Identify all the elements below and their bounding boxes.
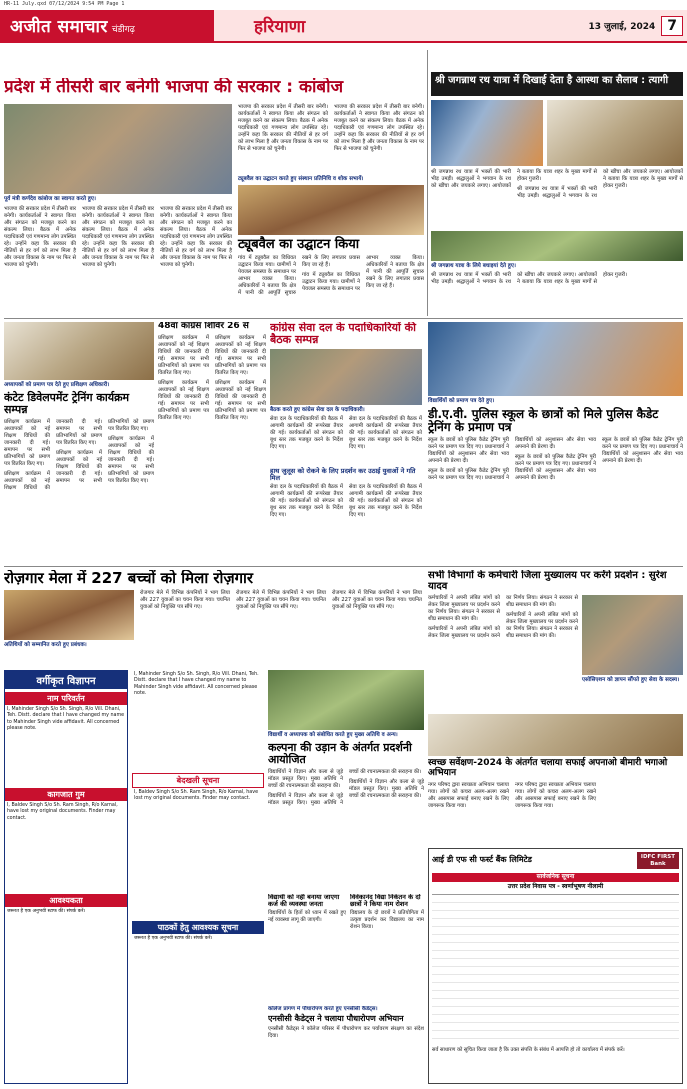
camp-body: प्रशिक्षण कार्यक्रम में अध्यापकों को नई शिक्षण विधियों की जानकारी दी गई। समापन पर सभी प्रतिभागियों को प्रमाण पत्र वितरित किए गए। प्रशिक्षण कार्यक्रम में अध्यापकों को नई शिक्षण विधियों की जानकारी दी गई। समापन पर सभी प्रतिभागियों को प्रमाण पत्र वितरित किए गए। प्रशिक्षण कार्यक्रम में अध्यापकों को नई शिक्षण विधियों की जानकारी दी गई। समापन पर सभी प्रतिभागियों को प्रमाण पत्र वितरित किए गए। प्रशिक्षण कार्यक्रम में अध्यापकों को नई शिक्षण विधियों की जानकारी दी गई। समापन पर सभी प्रतिभागियों को प्रमाण पत्र वितरित किए गए।: [158, 334, 266, 421]
swachh-headline: स्वच्छ सर्वेक्षण-2024 के अंतर्गत चलाया सफाई अपनाओ बीमारी भगाओ अभियान: [428, 758, 668, 778]
lead-body: भाजपा की सरकार प्रदेश में तीसरी बार बनेगी। कार्यकर्ताओं ने स्वागत किया और संगठन को मजबूत करने का संकल्प लिया। बैठक में अनेक पदाधिकारी एवं गणमान्य लोग उपस्थित रहे। उन्होंने कहा कि सरकार की नीतियों से हर वर्ग को लाभ मिला है और जनता विकास के नाम पर फिर से भाजपा को चुनेगी। भाजपा की सरकार प्रदेश में तीसरी बार बनेगी। कार्यकर्ताओं ने स्वागत किया और संगठन को मजबूत करने का संकल्प लिया। बैठक में अनेक पदाधिकारी एवं गणमान्य लोग उपस्थित रहे। उन्होंने कहा कि सरकार की नीतियों से हर वर्ग को लाभ मिला है और जनता विकास के नाम पर फिर से भाजपा को चुनेगी। भाजपा की सरकार प्रदेश में तीसरी बार बनेगी। कार्यकर्ताओं ने स्वागत किया और संगठन को मजबूत करने का संकल्प लिया। बैठक में अनेक पदाधिकारी एवं गणमान्य लोग उपस्थित रहे। उन्होंने कहा कि सरकार की नीतियों से हर वर्ग को लाभ मिला है और जनता विकास के नाम पर फिर से भाजपा को चुनेगी।: [4, 206, 232, 268]
issue-date: 13 जुलाई, 2024: [588, 22, 656, 32]
rozgar-story: [4, 570, 422, 666]
police-school-caption: विद्यार्थियों को प्रमाण पत्र देते हुए।: [428, 398, 495, 404]
classified-section-title: आवश्यकता: [5, 894, 127, 907]
brand-city: चंडीगढ़: [111, 24, 135, 35]
school-mini-story: [268, 894, 346, 1004]
tubewell-headline: ट्यूबवैल का उद्घाटन किया: [238, 237, 360, 252]
classified-mid-body: I, Mahinder Singh S/o Sh. Singh, R/o Vill. Dhani, Teh. Distt. declare that I have changed my name to Mahinder Singh vide affidavit. All concerned please note.: [134, 672, 259, 697]
suresh-headline: सभी विभागों के कर्मचारी जिला मुख्यालय पर करेंगे प्रदर्शन : सुरेश यादव: [428, 570, 667, 592]
bank-notice-table: [432, 894, 679, 1044]
suresh-photo: [582, 595, 683, 675]
notice-ad-body: सर्व साधारण को सूचित किया जाता है कि उक्त संपत्ति के संबंध में आपत्ति हो तो कार्यालय में संपर्क करें।: [432, 1047, 625, 1054]
police-school-story: [428, 322, 683, 562]
kalpana-story: [268, 670, 424, 890]
classified-section-body: जरूरत है एक अनुभवी स्टाफ की। संपर्क करें।: [7, 909, 86, 914]
lead-photo: [4, 104, 232, 194]
school-mini-headline: विद्यार्थी को नहीं बनाया जाएगा कर्ज की व्यवस्था जनता: [268, 894, 340, 909]
date-block: [577, 10, 687, 41]
rathyatra-headline: श्री जगन्नाथ रथ यात्रा में दिखाई देता है आस्था का सैलाब : त्यागी: [431, 72, 683, 96]
training-photo: [4, 322, 154, 380]
training-caption: अध्यापकों को प्रमाण पत्र देते हुए प्रशिक्षण अधिकारी।: [4, 382, 110, 388]
swachh-story: [428, 714, 683, 844]
bank-logo: [637, 852, 679, 869]
suresh-body: कर्मचारियों ने अपनी लंबित मांगों को लेकर जिला मुख्यालय पर प्रदर्शन करने का निर्णय लिया। संगठन ने सरकार से शीघ्र समाधान की मांग की। कर्मचारियों ने अपनी लंबित मांगों को लेकर जिला मुख्यालय पर प्रदर्शन करने का निर्णय लिया। संगठन ने सरकार से शीघ्र समाधान की मांग की। कर्मचारियों ने अपनी लंबित मांगों को लेकर जिला मुख्यालय पर प्रदर्शन करने का निर्णय लिया। संगठन ने सरकार से शीघ्र समाधान की मांग की।: [428, 595, 578, 639]
congress-body-2: सेवा दल के पदाधिकारियों की बैठक में आगामी कार्यक्रमों की रूपरेखा तैयार की गई। कार्यकर्ताओं को संगठन को बूथ स्तर तक मजबूत करने के निर्देश दिए गए। सेवा दल के पदाधिकारियों की बैठक में आगामी कार्यक्रमों की रूपरेखा तैयार की गई। कार्यकर्ताओं को संगठन को बूथ स्तर तक मजबूत करने के निर्देश दिए गए।: [270, 484, 422, 519]
kalpana-caption: विद्यार्थी व अध्यापक को संबोधित करते हुए मुख्य अतिथि व अन्य।: [268, 732, 398, 738]
print-slug: HR-11 July.qxd 07/12/2024 9:54 PM Page 1: [4, 1, 125, 7]
ncc-headline: एनसीसी कैडेट्स ने चलाया पौधारोपण अभियान: [268, 1014, 404, 1023]
brand-name: अजीत समाचार: [10, 17, 108, 37]
rathyatra-body: श्री जगन्नाथ रथ यात्रा में भक्तों की भारी भीड़ उमड़ी। श्रद्धालुओं ने भगवान के रथ को खींचा और जयकारे लगाए। आयोजकों ने बताया कि यात्रा शहर के मुख्य मार्गों से होकर गुजरी। श्री जगन्नाथ रथ यात्रा में भक्तों की भारी भीड़ उमड़ी। श्रद्धालुओं ने भगवान के रथ को खींचा और जयकारे लगाए। आयोजकों ने बताया कि यात्रा शहर के मुख्य मार्गों से होकर गुजरी।: [431, 169, 683, 199]
classified-title: वर्गीकृत विज्ञापन: [5, 671, 127, 689]
congress-body: सेवा दल के पदाधिकारियों की बैठक में आगामी कार्यक्रमों की रूपरेखा तैयार की गई। कार्यकर्ताओं को संगठन को बूथ स्तर तक मजबूत करने के निर्देश दिए गए। सेवा दल के पदाधिकारियों की बैठक में आगामी कार्यक्रमों की रूपरेखा तैयार की गई। कार्यकर्ताओं को संगठन को बूथ स्तर तक मजबूत करने के निर्देश दिए गए।: [270, 416, 422, 451]
camp-story: [158, 322, 266, 562]
congress-story: [270, 322, 422, 562]
rathyatra-caption: श्री जगन्नाथ यात्रा के लिये बधाइयां देते हुए।: [431, 263, 516, 269]
lead-caption: पूर्व मंत्री कर्णदेव कांबोज का स्वागत करते हुए।: [4, 196, 96, 202]
police-school-body: स्कूल के छात्रों को पुलिस कैडेट ट्रेनिंग पूरी करने पर प्रमाण पत्र दिए गए। प्रधानाचार्य ने विद्यार्थियों को अनुशासन और सेवा भाव अपनाने की प्रेरणा दी। स्कूल के छात्रों को पुलिस कैडेट ट्रेनिंग पूरी करने पर प्रमाण पत्र दिए गए। प्रधानाचार्य ने विद्यार्थियों को अनुशासन और सेवा भाव अपनाने की प्रेरणा दी। स्कूल के छात्रों को पुलिस कैडेट ट्रेनिंग पूरी करने पर प्रमाण पत्र दिए गए। प्रधानाचार्य ने विद्यार्थियों को अनुशासन और सेवा भाव अपनाने की प्रेरणा दी। स्कूल के छात्रों को पुलिस कैडेट ट्रेनिंग पूरी करने पर प्रमाण पत्र दिए गए। प्रधानाचार्य ने विद्यार्थियों को अनुशासन और सेवा भाव अपनाने की प्रेरणा दी।: [428, 437, 683, 482]
police-school-headline: डी.ए.वी. पुलिस स्कूल के छात्रों को मिले पुलिस कैडेट ट्रेनिंग के प्रमाण पत्र: [428, 407, 659, 435]
camp-headline: 48वां कांग्रेस शिविर 26 से: [158, 322, 249, 331]
training-headline: कंटेट डिवेलपमेंट ट्रेनिंग कार्यक्रम सम्पन्न: [4, 391, 130, 417]
classified-mid: [132, 670, 264, 1084]
rathyatra-body-2: श्री जगन्नाथ रथ यात्रा में भक्तों की भारी भीड़ उमड़ी। श्रद्धालुओं ने भगवान के रथ को खींचा और जयकारे लगाए। आयोजकों ने बताया कि यात्रा शहर के मुख्य मार्गों से होकर गुजरी।: [431, 272, 628, 285]
masthead: [0, 10, 687, 43]
kalpana-body: विद्यार्थियों ने विज्ञान और कला से जुड़े मॉडल प्रस्तुत किए। मुख्य अतिथि ने बच्चों की रचनात्मकता की सराहना की। विद्यार्थियों ने विज्ञान और कला से जुड़े मॉडल प्रस्तुत किए। मुख्य अतिथि ने बच्चों की रचनात्मकता की सराहना की। विद्यार्थियों ने विज्ञान और कला से जुड़े मॉडल प्रस्तुत किए। मुख्य अतिथि ने बच्चों की रचनात्मकता की सराहना की।: [268, 769, 424, 807]
kalpana-photo: [268, 670, 424, 730]
rathyatra-photo-1: [431, 100, 543, 166]
rozgar-body: रोजगार मेले में विभिन्न कंपनियों ने भाग लिया और 227 युवाओं का चयन किया गया। चयनित युवाओं को नियुक्ति पत्र सौंपे गए। रोजगार मेले में विभिन्न कंपनियों ने भाग लिया और 227 युवाओं का चयन किया गया। चयनित युवाओं को नियुक्ति पत्र सौंपे गए। रोजगार मेले में विभिन्न कंपनियों ने भाग लिया और 227 युवाओं का चयन किया गया। चयनित युवाओं को नियुक्ति पत्र सौंपे गए।: [140, 589, 422, 610]
tubewell-body: गांव में ट्यूबवैल का विधिवत उद्घाटन किया गया। ग्रामीणों ने पेयजल समस्या के समाधान पर आभार व्यक्त किया। अधिकारियों ने बताया कि क्षेत्र में पानी की आपूर्ति सुचारु रखने के लिए लगातार प्रयास किए जा रहे हैं। गांव में ट्यूबवैल का विधिवत उद्घाटन किया गया। ग्रामीणों ने पेयजल समस्या के समाधान पर आभार व्यक्त किया। अधिकारियों ने बताया कि क्षेत्र में पानी की आपूर्ति सुचारु रखने के लिए लगातार प्रयास किए जा रहे हैं।: [238, 255, 424, 297]
tubewell-photo-caption: ट्यूबवैल का उद्घाटन करते हुए संस्थान प्रतिनिधि व शोक सभायें।: [238, 176, 364, 182]
bank-notice-title: सार्वजनिक सूचना: [432, 873, 679, 882]
suresh-story: [428, 570, 683, 710]
eviction-notice-body: I, Baldev Singh S/o Sh. Ram Singh, R/o Karnal, have lost my original documents. Finder may contact.: [134, 790, 259, 802]
congress-caption: बैठक करते हुए कांग्रेस सेवा दल के पदाधिकारी।: [270, 407, 365, 414]
vivek-headline: विवेकानंद विद्या निकेतन के दो छात्रों ने किया नाम रोशन: [350, 894, 421, 909]
classified-column: [4, 670, 128, 1084]
congress-subheadline: हाथ जुलूस को रोकने के लिए प्रदर्शन कर उठाई युवाओं ने गति मिल: [270, 467, 416, 483]
bank-notice-sub: उत्तर प्रदेश निवास पत्र - स्वर्णाभूषण नीलामी: [507, 882, 604, 890]
rozgar-photo: [4, 590, 134, 640]
reader-notice-banner: पाठकों हेतु आवश्यक सूचना: [132, 921, 264, 934]
section-block: [214, 10, 577, 41]
rozgar-caption: अतिथियों को सम्मानित करते हुए प्रबंधक।: [4, 641, 87, 648]
vivek-body: विद्यालय के दो छात्रों ने प्रतियोगिता में उत्कृष्ट प्रदर्शन कर विद्यालय का नाम रोशन किया।: [350, 910, 424, 931]
rathyatra-photo-2: [547, 100, 683, 166]
congress-photo: [270, 349, 422, 405]
eviction-notice-title: बेदखली सूचना: [132, 773, 264, 788]
lead-story: [4, 78, 424, 316]
swachh-photo: [428, 714, 683, 756]
training-story: [4, 322, 154, 562]
suresh-caption: एसोसिएशन को ज्ञापन सौंपते हुए सेवा के सदस्य।: [582, 677, 680, 683]
lead-body-cont: भाजपा की सरकार प्रदेश में तीसरी बार बनेगी। कार्यकर्ताओं ने स्वागत किया और संगठन को मजबूत करने का संकल्प लिया। बैठक में अनेक पदाधिकारी एवं गणमान्य लोग उपस्थित रहे। उन्होंने कहा कि सरकार की नीतियों से हर वर्ग को लाभ मिला है और जनता विकास के नाम पर फिर से भाजपा को चुनेगी। भाजपा की सरकार प्रदेश में तीसरी बार बनेगी। कार्यकर्ताओं ने स्वागत किया और संगठन को मजबूत करने का संकल्प लिया। बैठक में अनेक पदाधिकारी एवं गणमान्य लोग उपस्थित रहे। उन्होंने कहा कि सरकार की नीतियों से हर वर्ग को लाभ मिला है और जनता विकास के नाम पर फिर से भाजपा को चुनेगी।: [238, 104, 424, 152]
school-mini-body: विद्यार्थियों के हितों को ध्यान में रखते हुए नई व्यवस्था लागू की जाएगी।: [268, 910, 346, 924]
classified-section-title: कागजात गुम: [5, 788, 127, 801]
congress-headline: कांग्रेस सेवा दल के पदाधिकारियों की बैठक सम्पन्न: [270, 322, 416, 347]
ncc-caption: कॉलेज प्रांगण में पौधारोपण करते हुए एनसीसी कैडेट्स।: [268, 1006, 378, 1012]
rozgar-headline: रोज़गार मेला में 227 बच्चों को मिला रोज़गार: [4, 570, 254, 587]
ncc-body: एनसीसी कैडेट्स ने कॉलेज परिसर में पौधारोपण कर पर्यावरण संरक्षण का संदेश दिया।: [268, 1025, 424, 1039]
tubewell-photo: [238, 185, 424, 235]
rathyatra-photo-3: [431, 231, 683, 261]
bank-ad: [428, 848, 683, 1084]
police-school-photo: [428, 322, 683, 396]
vivek-story: [350, 894, 424, 1004]
classified-section-title: नाम परिवर्तन: [5, 692, 127, 705]
reader-notice-body: जरूरत है एक अनुभवी स्टाफ की। संपर्क करें।: [134, 936, 213, 941]
training-body: प्रशिक्षण कार्यक्रम में अध्यापकों को नई शिक्षण विधियों की जानकारी दी गई। समापन पर सभी प्रतिभागियों को प्रमाण पत्र वितरित किए गए। प्रशिक्षण कार्यक्रम में अध्यापकों को नई शिक्षण विधियों की जानकारी दी गई। समापन पर सभी प्रतिभागियों को प्रमाण पत्र वितरित किए गए। प्रशिक्षण कार्यक्रम में अध्यापकों को नई शिक्षण विधियों की जानकारी दी गई। समापन पर सभी प्रतिभागियों को प्रमाण पत्र वितरित किए गए। प्रशिक्षण कार्यक्रम में अध्यापकों को नई शिक्षण विधियों की जानकारी दी गई। समापन पर सभी प्रतिभागियों को प्रमाण पत्र वितरित किए गए।: [4, 419, 154, 492]
swachh-body: नगर परिषद द्वारा स्वच्छता अभियान चलाया गया। लोगों को कचरा अलग-अलग रखने और आसपास सफाई बनाए रखने के लिए जागरूक किया गया। नगर परिषद द्वारा स्वच्छता अभियान चलाया गया। लोगों को कचरा अलग-अलग रखने और आसपास सफाई बनाए रखने के लिए जागरूक किया गया।: [428, 781, 596, 809]
kalpana-headline: कल्पना की उड़ान के अंतर्गत प्रदर्शनी आयोजित: [268, 741, 412, 767]
classified-section-body: I, Mahinder Singh S/o Sh. Singh, R/o Vill. Dhani, Teh. Distt. declare that I have changed my name to Mahinder Singh vide affidavit. All concerned please note.: [7, 707, 125, 732]
bank-logo-line1: IDFC FIRST: [640, 854, 675, 860]
section-title: हरियाणा: [254, 17, 306, 37]
bank-ad-title: आई डी एफ सी फर्स्ट बैंक लिमिटेड: [432, 855, 532, 865]
brand-block: [0, 10, 214, 41]
page-number: 7: [661, 16, 683, 36]
classified-section-body: I, Baldev Singh S/o Sh. Ram Singh, R/o Karnal, have lost my original documents. Finder may contact.: [7, 803, 118, 821]
lead-headline: प्रदेश में तीसरी बार बनेगी भाजपा की सरकार : कांबोज: [4, 78, 344, 97]
ncc-story: [268, 1006, 424, 1086]
bank-logo-line2: Bank: [650, 860, 666, 867]
rathyatra-story: [431, 72, 683, 316]
